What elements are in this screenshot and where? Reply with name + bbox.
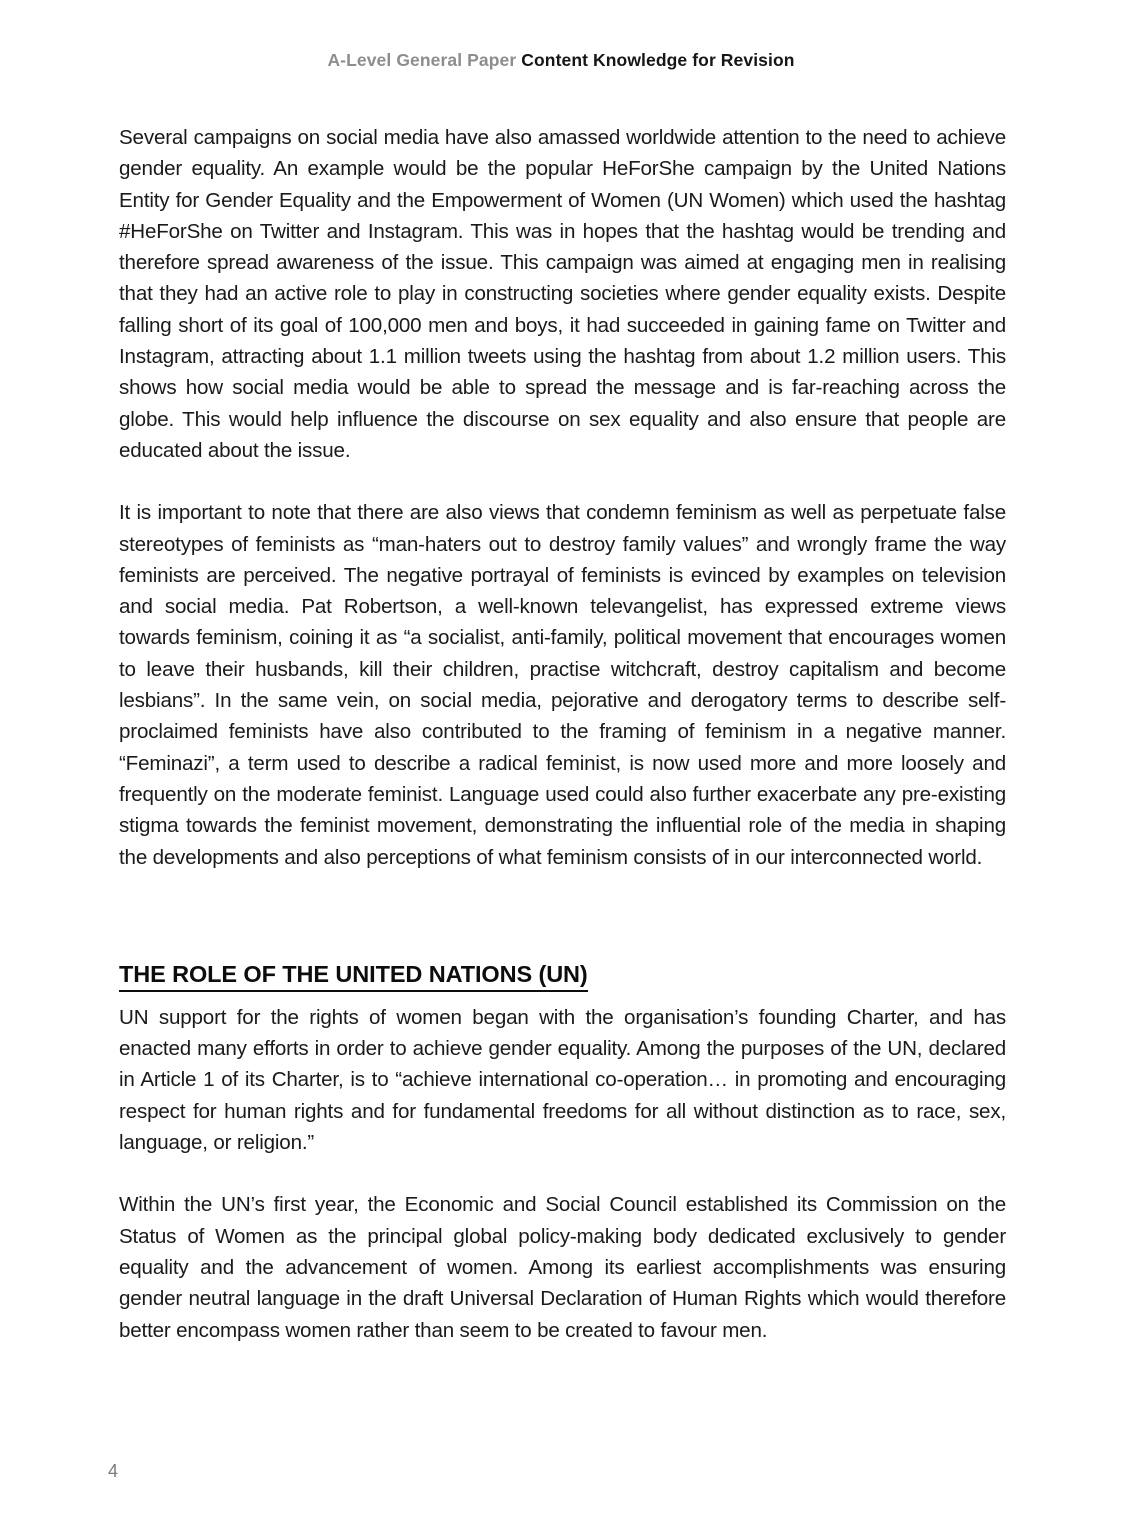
section-heading-text: THE ROLE OF THE UNITED NATIONS (UN) [119,961,588,992]
running-header-title: Content Knowledge for Revision [521,50,795,70]
running-header-subject: A-Level General Paper [327,50,517,70]
section-heading-un-role [119,961,1006,992]
page-number: 4 [108,1461,119,1481]
document-body [119,122,1006,1346]
paragraph-condemning-feminism: It is important to note that there are also views that condemn feminism as well as perpetuate false stereotypes of feminists as “man-haters out to destroy family values” and wrongly frame the way feminists are perceived. The negative portrayal of feminists is evinced by examples on television and social media. Pat Robertson, a well-known televangelist, has expressed extreme views towards feminism, coining it as “a socialist, anti-family, political movement that encourages women to leave their husbands, kill their children, practise witchcraft, destroy capitalism and become lesbians”. In the same vein, on social media, pejorative and derogatory terms to describe self-proclaimed feminists have also contributed to the framing of feminism in a negative manner. “Feminazi”, a term used to describe a radical feminist, is now used more and more loosely and frequently on the moderate feminist. Language used could also further exacerbate any pre-existing stigma towards the feminist movement, demonstrating the influential role of the media in shaping the developments and also perceptions of what feminism consists of in our interconnected world. [119,501,1006,869]
paragraph-un-support: UN support for the rights of women began with the organisation’s founding Charter, and has enacted many efforts in order to achieve gender equality. Among the purposes of the UN, declared in Article 1 of its Charter, is to “achieve international co-operation… in promoting and encouraging respect for human rights and for fundamental freedoms for all without distinction as to race, sex, language, or religion.” [119,1005,1006,1155]
running-header [0,52,1122,70]
paragraph-social-media-campaigns: Several campaigns on social media have also amassed worldwide attention to the need to achieve gender equality. An example would be the popular HeForShe campaign by the United Nations Entity for Gender Equality and the Empowerment of Women (UN Women) which used the hashtag #HeForShe on Twitter and Instagram. This was in hopes that the hashtag would be trending and therefore spread awareness of the issue. This campaign was aimed at engaging men in realising that they had an active role to play in constructing societies where gender equality exists. Despite falling short of its goal of 100,000 men and boys, it had succeeded in gaining fame on Twitter and Instagram, attracting about 1.1 million tweets using the hashtag from about 1.2 million users. This shows how social media would be able to spread the message and is far-reaching across the globe. This would help influence the discourse on sex equality and also ensure that people are educated about the issue. [119,126,1006,462]
paragraph-commission-status-women: Within the UN’s first year, the Economic and Social Council established its Commission on the Status of Women as the principal global policy-making body dedicated exclusively to gender equality and the advancement of women. Among its earliest accomplishments was ensuring gender neutral language in the draft Universal Declaration of Human Rights which would therefore better encompass women rather than seem to be created to favour men. [119,1193,1006,1342]
